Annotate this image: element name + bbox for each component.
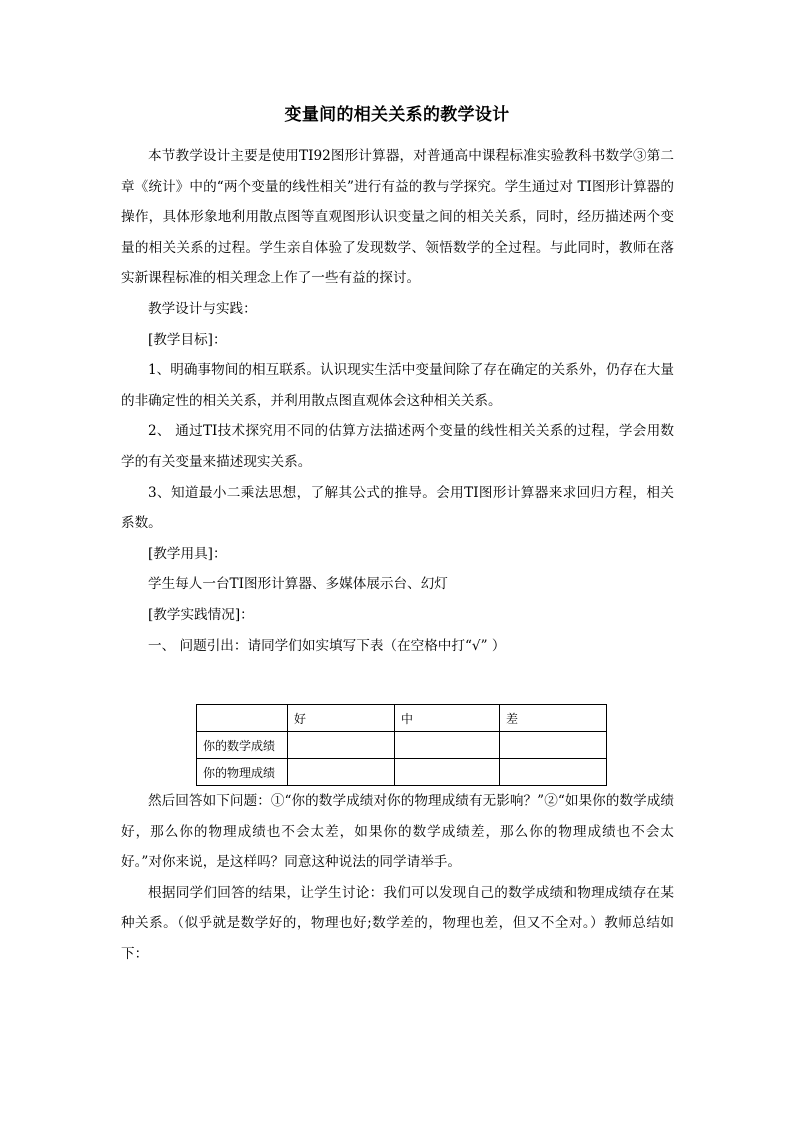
table-row: [197, 759, 607, 786]
table-cell: [395, 732, 500, 759]
table-header-cell: 差: [500, 705, 607, 732]
table-cell: [500, 732, 607, 759]
question-intro: 一、 问题引出：请同学们如实填写下表（在空格中打“√” ）: [148, 637, 506, 654]
goals-heading: [教学目标]：: [148, 331, 227, 348]
goal-item-2: 2、 通过TI技术探究用不同的估算方法描述两个变量的线性相关关系的过程，学会用数学的有关变量来描述现实关系。: [121, 423, 674, 470]
table-cell: [395, 759, 500, 786]
survey-table: [196, 704, 607, 786]
table-cell: [288, 759, 395, 786]
table-header-cell: [197, 705, 288, 732]
document-body: [121, 141, 674, 661]
document-body-continued: [121, 786, 674, 970]
table-row-label: 你的数学成绩: [197, 732, 288, 759]
intro-paragraph: 本节教学设计主要是使用TI92图形计算器，对普通高中课程标准实验教科书数学③第二章《统计》中的“两个变量的线性相关”进行有益的教与学探究。学生通过对 TI图形计算器的操作，具体形象地利用散点图等直观图形认识变量之间的相关关系，同时，经历描述两个变量的相关关系的过程。学生亲自体验了发现数学、领悟数学的全过程。与此同时，教师在落实新课程标准的相关理念上作了一些有益的探讨。: [121, 148, 674, 287]
tools-text: 学生每人一台TI图形计算器、多媒体展示台、幻灯: [148, 576, 448, 593]
paragraph-questions: 然后回答如下问题：①“你的数学成绩对你的物理成绩有无影响？”②“如果你的数学成绩好，那么你的物理成绩也不会太差，如果你的数学成绩差，那么你的物理成绩也不会太好。”对你来说，是这样吗？同意这种说法的同学请举手。: [121, 793, 674, 871]
table-header-cell: 好: [288, 705, 395, 732]
table-cell: [288, 732, 395, 759]
table-header-cell: 中: [395, 705, 500, 732]
page-title: 变量间的相关关系的教学设计: [284, 105, 510, 125]
tools-heading: [教学用具]：: [148, 545, 227, 562]
table-row-label: 你的物理成绩: [197, 759, 288, 786]
goal-item-3: 3、知道最小二乘法思想，了解其公式的推导。会用TI图形计算器来求回归方程，相关系数。: [121, 484, 674, 532]
practice-heading: [教学实践情况]：: [148, 606, 254, 623]
section-heading-design: 教学设计与实践：: [148, 300, 257, 317]
paragraph-discussion: 根据同学们回答的结果，让学生讨论：我们可以发现自己的数学成绩和物理成绩存在某种关系。（似乎就是数学好的，物理也好;数学差的，物理也差，但又不全对。）教师总结如下：: [121, 884, 674, 962]
table-row: [197, 732, 607, 759]
goal-item-1: 1、明确事物间的相互联系。认识现实生活中变量间除了存在确定的关系外，仍存在大量的非确定性的相关关系，并利用散点图直观体会这种相关关系。: [121, 362, 674, 409]
table-cell: [500, 759, 607, 786]
table-header-row: [197, 705, 607, 732]
